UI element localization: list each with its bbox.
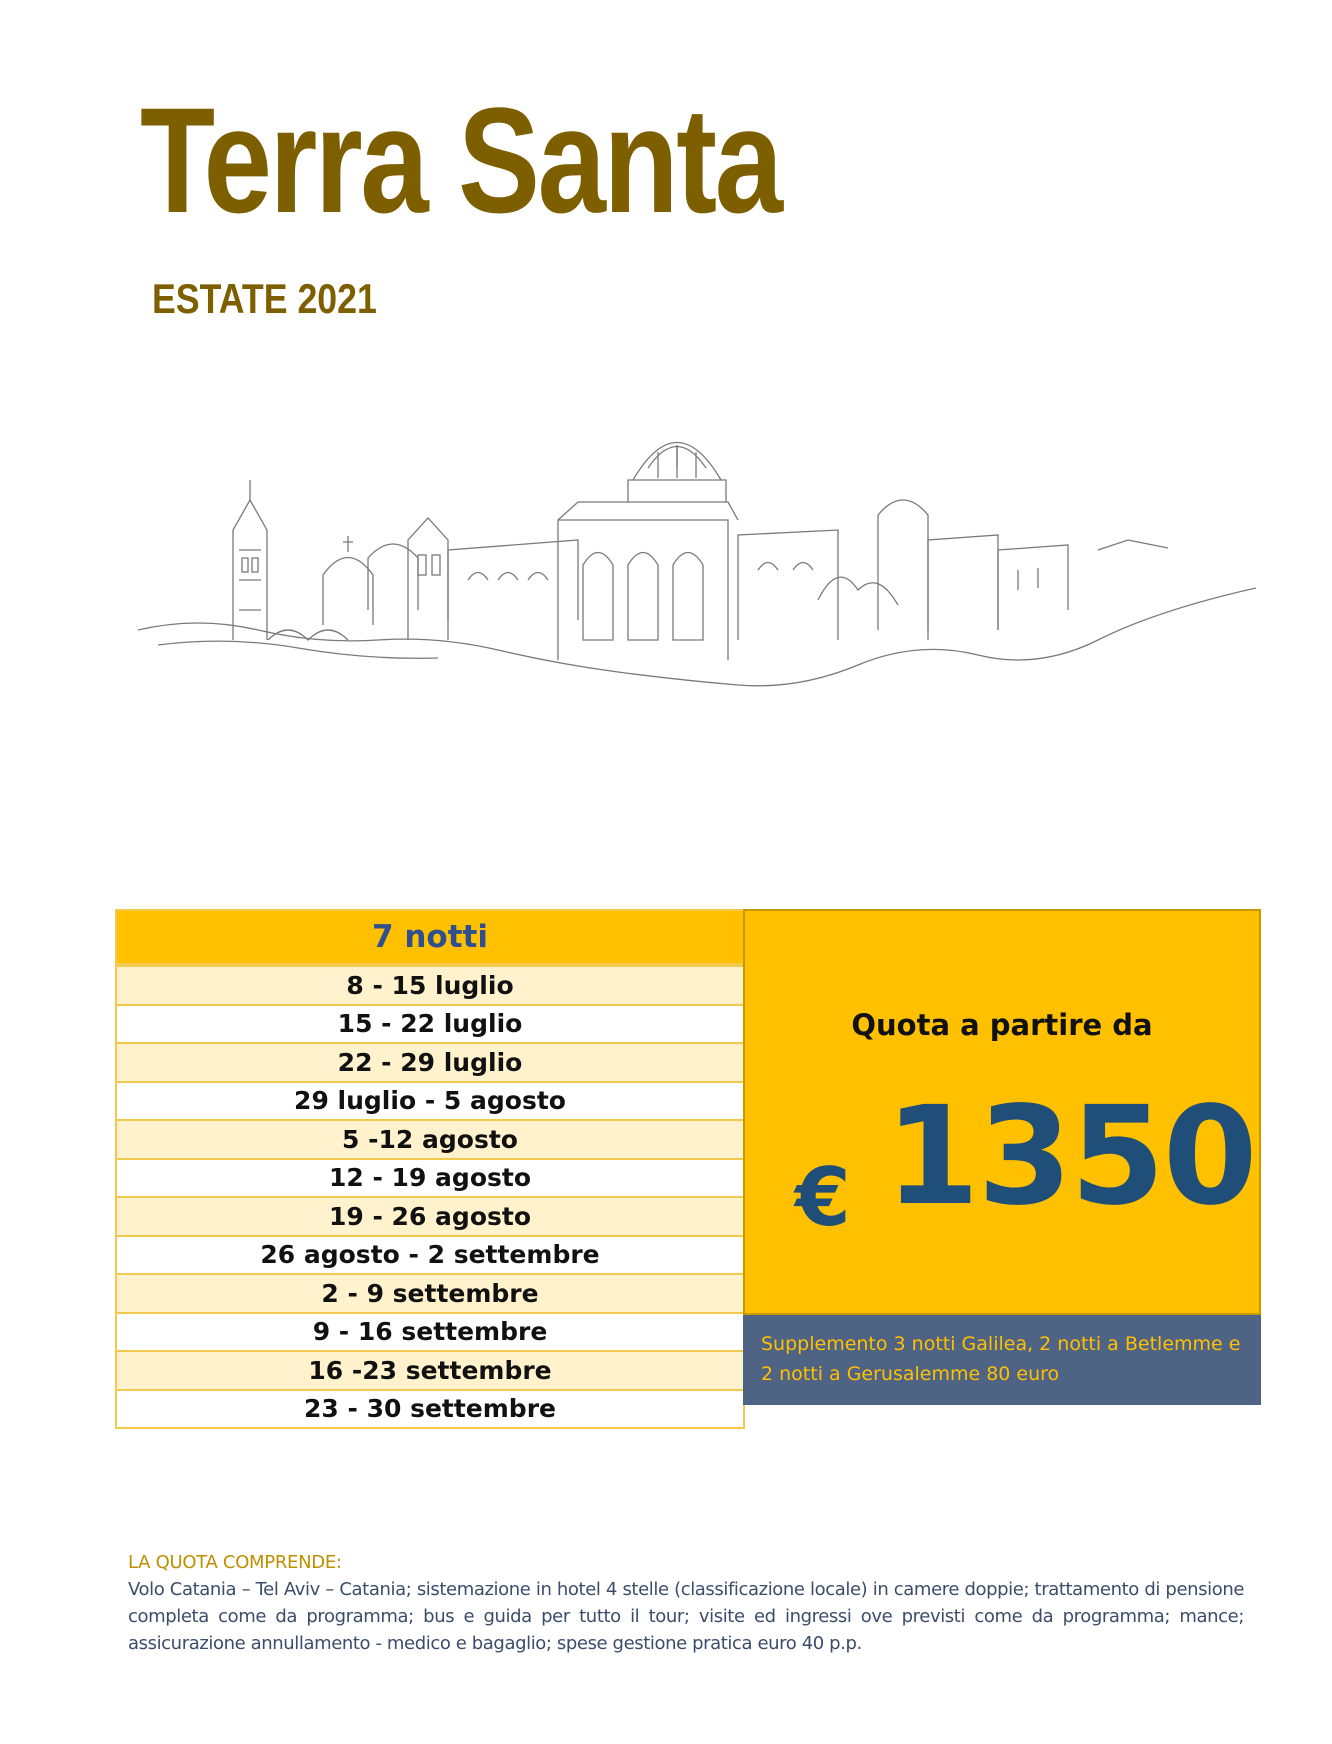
price-box bbox=[743, 909, 1261, 1315]
date-row: 12 - 19 agosto bbox=[117, 1158, 743, 1197]
date-row: 8 - 15 luglio bbox=[117, 965, 743, 1004]
dates-table-header: 7 notti bbox=[117, 911, 743, 965]
includes-text: Volo Catania – Tel Aviv – Catania; sistemazione in hotel 4 stelle (classificazione locale) in camere doppie; trattamento di pensione completa come da programma; bus e guida per tutto il tour; visite ed ingressi ove previsti come da programma; mance; assicurazione annullamento - medico e bagaglio; spese gestione pratica euro 40 p.p. bbox=[128, 1579, 1244, 1654]
jerusalem-skyline-illustration bbox=[138, 440, 1256, 745]
page-subtitle: ESTATE 2021 bbox=[152, 275, 377, 322]
date-row: 5 -12 agosto bbox=[117, 1119, 743, 1158]
date-row: 15 - 22 luglio bbox=[117, 1004, 743, 1043]
includes-heading: LA QUOTA COMPRENDE: bbox=[128, 1552, 342, 1573]
date-row: 23 - 30 settembre bbox=[117, 1389, 743, 1428]
departure-dates-table bbox=[115, 909, 745, 1429]
price-currency: € bbox=[795, 1151, 851, 1244]
price-label: Quota a partire da bbox=[851, 1008, 1153, 1042]
date-row: 22 - 29 luglio bbox=[117, 1042, 743, 1081]
page-title: Terra Santa bbox=[140, 76, 781, 244]
price-value: 1350 bbox=[885, 1078, 1256, 1236]
supplement-note: Supplemento 3 notti Galilea, 2 notti a Betlemme e 2 notti a Gerusalemme 80 euro bbox=[743, 1315, 1261, 1405]
date-row: 9 - 16 settembre bbox=[117, 1312, 743, 1351]
date-row: 26 agosto - 2 settembre bbox=[117, 1235, 743, 1274]
date-row: 16 -23 settembre bbox=[117, 1350, 743, 1389]
date-row: 29 luglio - 5 agosto bbox=[117, 1081, 743, 1120]
date-row: 19 - 26 agosto bbox=[117, 1196, 743, 1235]
date-row: 2 - 9 settembre bbox=[117, 1273, 743, 1312]
